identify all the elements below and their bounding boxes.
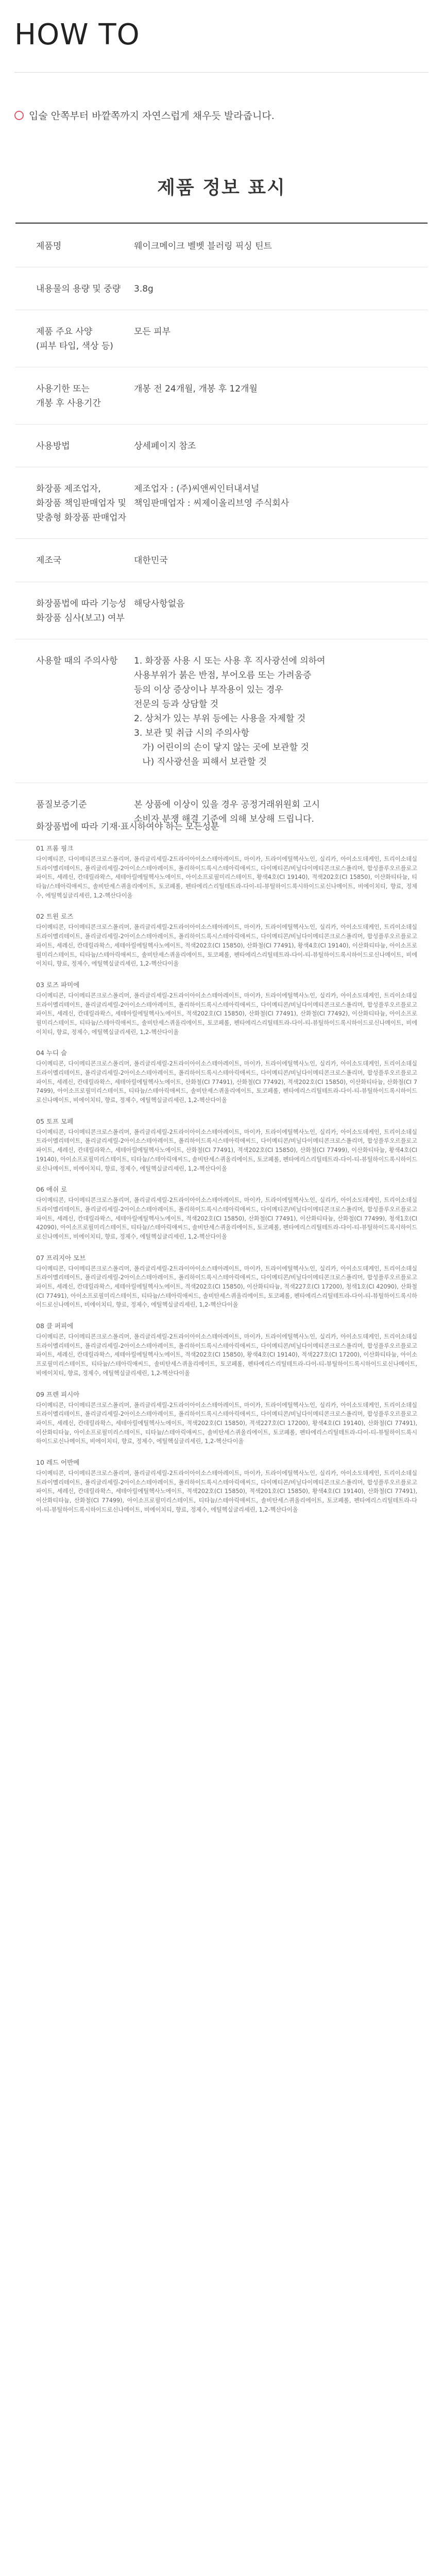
info-label: 제품 주요 사양 (피부 타입, 색상 등) xyxy=(36,327,113,352)
info-value: 대한민국 xyxy=(134,555,168,566)
ingredient-group-label: 04 누디 슬 xyxy=(36,1049,67,1057)
ingredients-title: 화장품법에 따라 기재·표시하여야 하는 모든성분 xyxy=(36,822,219,832)
ingredient-group xyxy=(36,980,417,1037)
info-row-manufacturer xyxy=(15,467,428,539)
ingredient-group-label: 06 애쉬 로 xyxy=(36,1185,67,1194)
ingredient-list-text: 다이메티콘, 다이메티콘크로스폴리머, 폴리글리세릴-2트라이아이소스테아레이트, 마이카, 트라이에틸헥사노인, 실리카, 아이소도데케인, 트리이소데실트라이멜리테이트, 폴리글리세릴-2아이소스테아레이트, 폴리하이드록시스테아릭애씨드, 다이메티콘/비닐다이메티콘크로스폴리머, 합성플루오르플로고파이트, 세레신, 칸데릴라왁스, 세테아릴에틸헥사노에이트, 산화철(CI 77491), 적색202호(CI 15850), 산화철(CI 77499), 이산화티타늄, 황색4호(CI 19140), 아이소프로필미리스테이트, 티타늄/스테아릭애씨드, 솔비탄세스퀴올리에이트, 토코페롤, 펜타에리스리틸테트라-다이-티-뷰틸하이드록시하이드로신나메이트, 비에이치티, 향료, 정제수, 에틸헥실글리세린, 1,2-헥산다이올 xyxy=(36,1128,417,1172)
ingredient-list-text: 다이메티콘, 다이메티콘크로스폴리머, 폴리글리세릴-2트라이아이소스테아레이트, 마이카, 트라이에틸헥사노인, 실리카, 아이소도데케인, 트리이소데실트라이멜리테이트, 폴리글리세릴-2아이소스테아레이트, 폴리하이드록시스테아릭애씨드, 다이메티콘/비닐다이메티콘크로스폴리머, 합성플루오르플로고파이트, 세레신, 칸데릴라왁스, 세테아릴에틸헥사노에이트, 적색202호(CI 15850), 이산화티타늄, 적색227호(CI 17200), 청색1호(CI 42090), 산화철(CI 77491), 아이소프로필미리스테이트, 티타늄/스테아릭애씨드, 솔비탄세스퀴올리에이트, 토코페롤, 펜타에리스리틸테트라-다이-티-뷰틸하이드록시하이드로신나메이트, 비에이치티, 향료, 정제수, 에틸헥실글리세린, 1,2-헥산다이올 xyxy=(36,1265,417,1309)
info-value: 개봉 전 24개월, 개봉 후 12개월 xyxy=(134,384,258,395)
ingredients-section xyxy=(15,819,428,1526)
info-label: 제조국 xyxy=(36,555,62,566)
info-label: 화장품 제조업자, 화장품 책임판매업자 및 맞춤형 화장품 판매업자 xyxy=(36,484,127,523)
info-row-country xyxy=(15,539,428,582)
ingredient-group-label: 07 프리지아 모브 xyxy=(36,1253,86,1262)
ingredient-group-label: 05 토프 모페 xyxy=(36,1117,74,1125)
ingredient-group xyxy=(36,1116,417,1173)
info-row-expiry xyxy=(15,367,428,425)
info-row-product-name xyxy=(15,224,428,267)
howto-instruction-row xyxy=(14,108,275,122)
circle-icon xyxy=(14,111,24,120)
info-label: 제품명 xyxy=(36,241,62,251)
ingredient-group xyxy=(36,911,417,968)
ingredient-group xyxy=(36,843,417,900)
info-value: 웨이크메이크 벨벳 블러링 픽싱 틴트 xyxy=(134,241,272,251)
product-info-table xyxy=(15,224,428,840)
ingredients-list xyxy=(15,843,428,1514)
info-value: 본 상품에 이상이 있을 경우 공정거래위원회 고시 소비자 분쟁 해결 기준에 의해 보상해 드립니다. xyxy=(134,799,320,825)
info-label: 화장품법에 따라 기능성 화장품 심사(보고) 여부 xyxy=(36,598,127,623)
ingredient-list-text: 다이메티콘, 다이메티콘크로스폴리머, 폴리글리세릴-2트라이아이소스테아레이트, 마이카, 트라이에틸헥사노인, 실리카, 아이소도데케인, 트리이소데실트라이멜리테이트, 폴리글리세릴-2아이소스테아레이트, 폴리하이드록시스테아릭애씨드, 다이메티콘/비닐다이메티콘크로스폴리머, 합성플루오르플로고파이트, 세레신, 칸데릴라왁스, 세테아릴에틸헥사노에이트, 적색202호(CI 15850), 적색201호(CI 15850), 황색4호(CI 19140), 산화철(CI 77491), 이산화티타늄, 산화철(CI 77499), 아이소프로필미리스테이트, 티타늄/스테아릭애씨드, 솔비탄세스퀴올리에이트, 토코페롤, 펜타에리스리틸테트라-다이-티-뷰틸하이드록시하이드로신나메이트, 비에이치티, 향료, 정제수, 에틸헥실글리세린, 1,2-헥산다이올 xyxy=(36,1469,417,1513)
product-info-section xyxy=(15,170,428,840)
info-value: 제조업자 : (주)씨앤씨인터내셔널 책임판매업자 : 씨제이올리브영 주식회사 xyxy=(134,484,289,509)
ingredient-group xyxy=(36,1184,417,1241)
ingredient-list-text: 다이메티콘, 다이메티콘크로스폴리머, 폴리글리세릴-2트라이아이소스테아레이트, 마이카, 트라이에틸헥사노인, 실리카, 아이소도데케인, 트리이소데실트라이멜리테이트, 폴리글리세릴-2아이소스테아레이트, 폴리하이드록시스테아릭애씨드, 다이메티콘/비닐다이메티콘크로스폴리머, 합성플루오르플로고파이트, 세레신, 칸데릴라왁스, 세테아릴에틸헥사노에이트, 적색202호(CI 15850), 산화철(CI 77491), 산화철(CI 77492), 이산화티타늄, 아이소프로필미리스테이트, 티타늄/스테아릭애씨드, 솔비탄세스퀴올리에이트, 토코페롤, 펜타에리스리틸테트라-다이-티-뷰틸하이드록시하이드로신나메이트, 비에이치티, 향료, 정제수, 에틸헥실글리세린, 1,2-헥산다이올 xyxy=(36,992,417,1036)
ingredient-group-label: 01 프롬 핑크 xyxy=(36,844,74,852)
info-row-functional xyxy=(15,582,428,639)
info-label: 사용할 때의 주의사항 xyxy=(36,655,118,666)
ingredient-group xyxy=(36,1389,417,1446)
ingredient-list-text: 다이메티콘, 다이메티콘크로스폴리머, 폴리글리세릴-2트라이아이소스테아레이트, 마이카, 트라이에틸헥사노인, 실리카, 아이소도데케인, 트리이소데실트라이멜리테이트, 폴리글리세릴-2아이소스테아레이트, 폴리하이드록시스테아릭애씨드, 다이메티콘/비닐다이메티콘크로스폴리머, 합성플루오르플로고파이트, 세레신, 칸데릴라왁스, 세테아릴에틸헥사노에이트, 적색202호(CI 15850), 산화철(CI 77491), 이산화티타늄, 산화철(CI 77499), 청색1호(CI 42090), 아이소프로필미리스테이트, 티타늄/스테아릭애씨드, 솔비탄세스퀴올리에이트, 토코페롤, 펜타에리스리틸테트라-다이-티-뷰틸하이드록시하이드로신나메이트, 비에이치티, 향료, 정제수, 에틸헥실글리세린, 1,2-헥산다이올 xyxy=(36,1197,417,1240)
ingredient-group-label: 10 레드 어반메 xyxy=(36,1458,80,1466)
ingredient-group-label: 09 프렌 피시아 xyxy=(36,1390,80,1398)
info-row-caution xyxy=(15,639,428,783)
ingredient-group-label: 08 클 퍼피에 xyxy=(36,1322,74,1330)
ingredient-group xyxy=(36,1048,417,1105)
info-label: 사용방법 xyxy=(36,441,70,452)
ingredient-list-text: 다이메티콘, 다이메티콘크로스폴리머, 폴리글리세릴-2트라이아이소스테아레이트, 마이카, 트라이에틸헥사노인, 실리카, 아이소도데케인, 트리이소데실트라이멜리테이트, 폴리글리세릴-2아이소스테아레이트, 폴리하이드록시스테아릭애씨드, 다이메티콘/비닐다이메티콘크로스폴리머, 합성플루오르플로고파이트, 세레신, 칸데릴라왁스, 세테아릴에틸헥사노에이트, 아이소프로필미리스테이트, 황색4호(CI 19140), 적색202호(CI 15850), 이산화티타늄, 티타늄/스테아릭애씨드, 솔비탄세스퀴올리에이트, 토코페롤, 펜타에리스리틸테트라-다이-티-뷰틸하이드록시하이드로신나메이트, 비에이치티, 향료, 정제수, 에틸헥실글리세린, 1,2-헥산다이올 xyxy=(36,856,417,899)
info-value: 3.8g xyxy=(134,284,154,295)
info-value: 1. 화장품 사용 시 또는 사용 후 직사광선에 의하여 사용부위가 붉은 반점, 부어오름 또는 가려움증 등의 이상 증상이나 부작용이 있는 경우 전문의 등과 상담할 것 2. 상처가 있는 부위 등에는 사용을 자제할 것 3. 보관 및 취급 시의 주의사항 가) 어린이의 손이 닿지 않는 곳에 보관할 것 나) 직사광선을 피해서 보관할 것 xyxy=(134,655,326,767)
info-value: 상세페이지 참조 xyxy=(134,441,196,452)
ingredient-group xyxy=(36,1458,417,1514)
info-label: 사용기한 또는 개봉 후 사용기간 xyxy=(36,384,101,409)
ingredient-list-text: 다이메티콘, 다이메티콘크로스폴리머, 폴리글리세릴-2트라이아이소스테아레이트, 마이카, 트라이에틸헥사노인, 실리카, 아이소도데케인, 트리이소데실트라이멜리테이트, 폴리글리세릴-2아이소스테아레이트, 폴리하이드록시스테아릭애씨드, 다이메티콘/비닐다이메티콘크로스폴리머, 합성플루오르플로고파이트, 세레신, 칸데릴라왁스, 세테아릴에틸헥사노에이트, 산화철(CI 77491), 산화철(CI 77492), 적색202호(CI 15850), 이산화티타늄, 산화철(CI 77499), 아이소프로필미리스테이트, 티타늄/스테아릭애씨드, 솔비탄세스퀴올리에이트, 토코페롤, 펜타에리스리틸테트라-다이-티-뷰틸하이드록시하이드로신나메이트, 비에이치티, 향료, 정제수, 에틸헥실글리세린, 1,2-헥산다이올 xyxy=(36,1060,417,1104)
info-label: 내용물의 용량 및 중량 xyxy=(36,284,121,295)
ingredient-list-text: 다이메티콘, 다이메티콘크로스폴리머, 폴리글리세릴-2트라이아이소스테아레이트, 마이카, 트라이에틸헥사노인, 실리카, 아이소도데케인, 트리이소데실트라이멜리테이트, 폴리글리세릴-2아이소스테아레이트, 폴리하이드록시스테아릭애씨드, 다이메티콘/비닐다이메티콘크로스폴리머, 합성플루오르플로고파이트, 세레신, 칸데릴라왁스, 세테아릴에틸헥사노에이트, 적색202호(CI 15850), 적색227호(CI 17200), 황색4호(CI 19140), 산화철(CI 77491), 이산화티타늄, 아이소프로필미리스테이트, 티타늄/스테아릭애씨드, 솔비탄세스퀴올리에이트, 토코페롤, 펜타에리스리틸테트라-다이-티-뷰틸하이드록시하이드로신나메이트, 비에이치티, 향료, 정제수, 에틸헥실글리세린, 1,2-헥산다이올 xyxy=(36,1401,417,1445)
product-info-title: 제품 정보 표시 xyxy=(157,177,286,198)
ingredient-group-label: 03 로즈 파미에 xyxy=(36,980,80,989)
info-value: 해당사항없음 xyxy=(134,598,185,609)
ingredient-list-text: 다이메티콘, 다이메티콘크로스폴리머, 폴리글리세릴-2트라이아이소스테아레이트, 마이카, 트라이에틸헥사노인, 실리카, 아이소도데케인, 트리이소데실트라이멜리테이트, 폴리글리세릴-2아이소스테아레이트, 폴리하이드록시스테아릭애씨드, 다이메티콘/비닐다이메티콘크로스폴리머, 합성플루오르플로고파이트, 세레신, 칸데릴라왁스, 세테아릴에틸헥사노에이트, 적색202호(CI 15850), 산화철(CI 77491), 황색4호(CI 19140), 이산화티타늄, 아이소프로필미리스테이트, 티타늄/스테아릭애씨드, 솔비탄세스퀴올리에이트, 토코페롤, 펜타에리스리틸테트라-다이-티-뷰틸하이드록시하이드로신나메이트, 비에이치티, 향료, 정제수, 에틸헥실글리세린, 1,2-헥산다이올 xyxy=(36,924,417,968)
howto-divider xyxy=(14,72,429,73)
info-row-usage xyxy=(15,425,428,467)
ingredient-group xyxy=(36,1253,417,1310)
ingredient-group-label: 02 트윈 로즈 xyxy=(36,912,74,921)
howto-section xyxy=(0,0,443,170)
howto-title: HOW TO xyxy=(14,18,140,52)
info-row-capacity xyxy=(15,267,428,310)
info-value: 모든 피부 xyxy=(134,327,171,337)
info-label: 품질보증기준 xyxy=(36,799,87,810)
howto-instruction: 입술 안쪽부터 바깥쪽까지 자연스럽게 채우듯 발라줍니다. xyxy=(29,110,275,122)
ingredient-list-text: 다이메티콘, 다이메티콘크로스폴리머, 폴리글리세릴-2트라이아이소스테아레이트, 마이카, 트라이에틸헥사노인, 실리카, 아이소도데케인, 트리이소데실트라이멜리테이트, 폴리글리세릴-2아이소스테아레이트, 폴리하이드록시스테아릭애씨드, 다이메티콘/비닐다이메티콘크로스폴리머, 합성플루오르플로고파이트, 세레신, 칸데릴라왁스, 세테아릴에틸헥사노에이트, 적색202호(CI 15850), 황색4호(CI 19140), 적색227호(CI 17200), 이산화티타늄, 아이소프로필미리스테이트, 티타늄/스테아릭애씨드, 솔비탄세스퀴올리에이트, 토코페롤, 펜타에리스리틸테트라-다이-티-뷰틸하이드록시하이드로신나메이트, 비에이치티, 향료, 정제수, 에틸헥실글리세린, 1,2-헥산다이올 xyxy=(36,1333,417,1377)
info-row-spec xyxy=(15,310,428,367)
ingredient-group xyxy=(36,1321,417,1378)
